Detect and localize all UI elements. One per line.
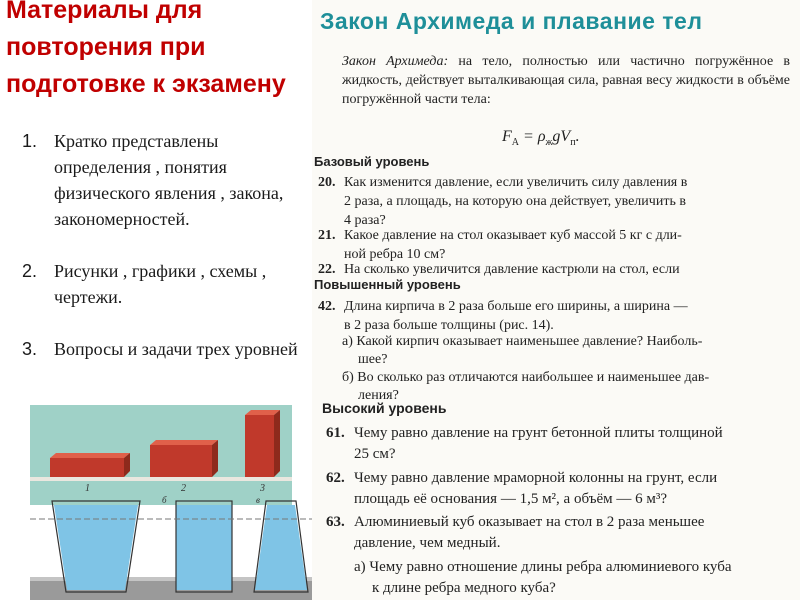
brick-2 xyxy=(150,445,212,477)
question-text: ления? xyxy=(358,388,399,403)
question-text: Чему равно давление на грунт бетонной плиты толщиной xyxy=(354,425,723,441)
question-22 xyxy=(318,260,796,278)
formula-gv: gV xyxy=(552,128,571,145)
formula-force: F xyxy=(502,128,512,145)
formula-sub: A xyxy=(511,137,520,149)
question-text: Чему равно давление мраморной колонны на грунт, если xyxy=(354,470,718,486)
question-62 xyxy=(326,468,798,510)
question-42 xyxy=(318,297,796,335)
question-61 xyxy=(326,423,798,465)
table-surface xyxy=(30,477,292,481)
list-item xyxy=(22,258,312,310)
formula-sub: п xyxy=(570,137,576,149)
question-text: 2 раза, а площадь, на которую она действует, увеличить в xyxy=(344,194,686,209)
formula-eq: = ρ xyxy=(519,128,546,145)
brick-label: 2 xyxy=(181,483,186,494)
brick-top xyxy=(150,440,218,445)
list-number: 2. xyxy=(22,261,38,281)
question-text: Алюминиевый куб оказывает на стол в 2 раза меньшее xyxy=(354,514,705,530)
level-heading: Базовый уровень xyxy=(314,154,430,169)
page-title: Закон Архимеда и плавание тел xyxy=(320,8,703,34)
textbook-figure xyxy=(30,405,312,600)
formula-end: . xyxy=(575,128,580,145)
level-heading: Повышенный уровень xyxy=(314,277,798,292)
vessel-water xyxy=(176,505,232,590)
question-63-a xyxy=(354,557,794,599)
slide-title: Материалы для повторения при подготовке к экзамену xyxy=(6,0,286,98)
brick-top xyxy=(245,410,280,415)
list-number: 1. xyxy=(22,131,38,151)
question-number: 62. xyxy=(326,470,345,486)
formula-sub: ж xyxy=(545,137,553,149)
law-paragraph xyxy=(342,52,790,109)
vessel-water xyxy=(54,505,138,590)
question-20 xyxy=(318,173,796,230)
vessel-label: в xyxy=(256,495,260,505)
list-text: Вопросы и задачи трех уровней xyxy=(54,339,298,359)
question-number: 21. xyxy=(318,228,336,243)
question-number: 22. xyxy=(318,262,336,277)
question-text: На сколько увеличится давление кастрюли на стол, если xyxy=(344,262,680,277)
brick-top xyxy=(50,453,130,458)
question-number: 20. xyxy=(318,175,336,190)
question-text: площадь её основания — 1,5 м², а объём — 6 м³? xyxy=(354,491,668,507)
question-text: ной ребра 10 см? xyxy=(344,247,446,262)
list-item xyxy=(22,336,312,362)
level-heading: Высокий уровень xyxy=(322,400,447,416)
question-63 xyxy=(326,512,798,554)
textbook-page xyxy=(312,0,800,600)
question-text: давление, чем медный. xyxy=(354,535,501,551)
question-number: 61. xyxy=(326,425,345,441)
formula xyxy=(502,128,580,148)
question-text: б) Во сколько раз отличаются наибольшее и наименьшее дав- xyxy=(342,370,710,385)
points-list xyxy=(22,128,312,388)
list-number: 3. xyxy=(22,339,38,359)
question-text: Как изменится давление, если увеличить силу давления в xyxy=(344,175,688,190)
question-text: шее? xyxy=(358,352,388,367)
question-text: а) Чему равно отношение длины ребра алюминиевого куба xyxy=(354,559,732,575)
brick-3 xyxy=(245,415,274,477)
list-text: Рисунки , графики , схемы , чертежи. xyxy=(54,261,267,307)
list-text: Кратко представлены определения , понятия физического явления , закона, закономерностей. xyxy=(54,131,284,229)
question-21 xyxy=(318,226,796,264)
brick-1 xyxy=(50,458,124,477)
question-number: 42. xyxy=(318,299,336,314)
question-text: 4 раза? xyxy=(344,213,386,228)
brick-side xyxy=(274,410,280,477)
question-text: Длина кирпича в 2 раза больше его ширины, а ширина — xyxy=(344,299,688,314)
vessel-label: б xyxy=(162,495,167,505)
question-text: к длине ребра медного куба? xyxy=(372,580,556,596)
law-term: Закон Архимеда: xyxy=(342,54,449,69)
question-text: 25 см? xyxy=(354,446,396,462)
brick-side xyxy=(212,440,218,477)
question-42-a xyxy=(342,333,794,369)
question-number: 63. xyxy=(326,514,345,530)
brick-label: 3 xyxy=(260,483,265,494)
brick-label: 1 xyxy=(85,483,90,494)
list-item xyxy=(22,128,312,232)
question-text: Какое давление на стол оказывает куб массой 5 кг с дли- xyxy=(344,228,682,243)
question-text: в 2 раза больше толщины (рис. 14). xyxy=(344,318,554,333)
law-text: на тело, полностью или частично погружённое в жидкость, действует выталкивающая сила, равная весу жидкости в объёме погружённой части тела: xyxy=(342,54,791,107)
question-text: а) Какой кирпич оказывает наименьшее давление? Наиболь- xyxy=(342,334,703,349)
